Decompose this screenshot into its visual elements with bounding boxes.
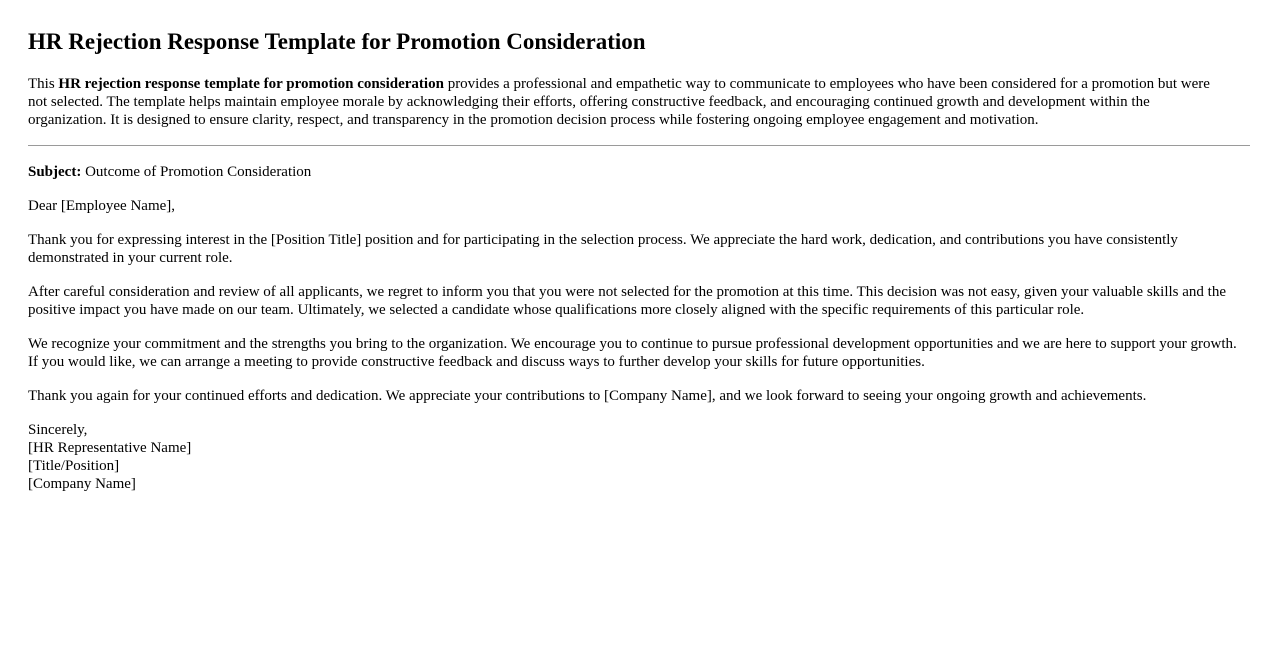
subject-label: Subject: (28, 164, 82, 180)
signature-company: [Company Name] (28, 476, 136, 492)
letter-body (28, 163, 1250, 493)
letter-paragraph-2: After careful consideration and review of all applicants, we regret to inform you that you were not selected for the promotion at this time. This decision was not easy, given your valuable skills and the positive impact you have made on our team. Ultimately, we selected a candidate whose qualifications more closely aligned with the specific requirements of this particular role. (28, 284, 1226, 318)
signature-title: [Title/Position] (28, 458, 120, 474)
signature-block (28, 421, 1250, 493)
page-title: HR Rejection Response Template for Promotion Consideration (28, 29, 646, 54)
subject-line (28, 163, 1250, 181)
letter-paragraph-4: Thank you again for your continued efforts and dedication. We appreciate your contributions to [Company Name], and we look forward to seeing your ongoing growth and achievements. (28, 388, 1147, 404)
letter-paragraph-3: We recognize your commitment and the strengths you bring to the organization. We encourage you to continue to pursue professional development opportunities and we are here to support your growth. If you would like, we can arrange a meeting to provide constructive feedback and discuss ways to further develop your skills for future opportunities. (28, 336, 1237, 370)
intro-emphasis: HR rejection response template for promotion consideration (58, 76, 444, 92)
letter-paragraph-1: Thank you for expressing interest in the [Position Title] position and for participating in the selection process. We appreciate the hard work, dedication, and contributions you have consistently demonstrated in your current role. (28, 232, 1178, 266)
letter-greeting: Dear [Employee Name], (28, 198, 176, 214)
intro-text-start: This (28, 76, 59, 92)
intro-paragraph (28, 75, 1228, 129)
subject-text: Outcome of Promotion Consideration (81, 164, 312, 180)
intro-text-end: provides a professional and empathetic way to communicate to employees who have been considered for a promotion but were not selected. The template helps maintain employee morale by acknowledging their efforts, offering constructive feedback, and encouraging continued growth and development within the organization. It is designed to ensure clarity, respect, and transparency in the promotion decision process while fostering ongoing employee engagement and motivation. (28, 76, 1210, 128)
closing-line: Sincerely, (28, 422, 88, 438)
signature-name: [HR Representative Name] (28, 440, 192, 456)
section-divider (28, 145, 1250, 146)
